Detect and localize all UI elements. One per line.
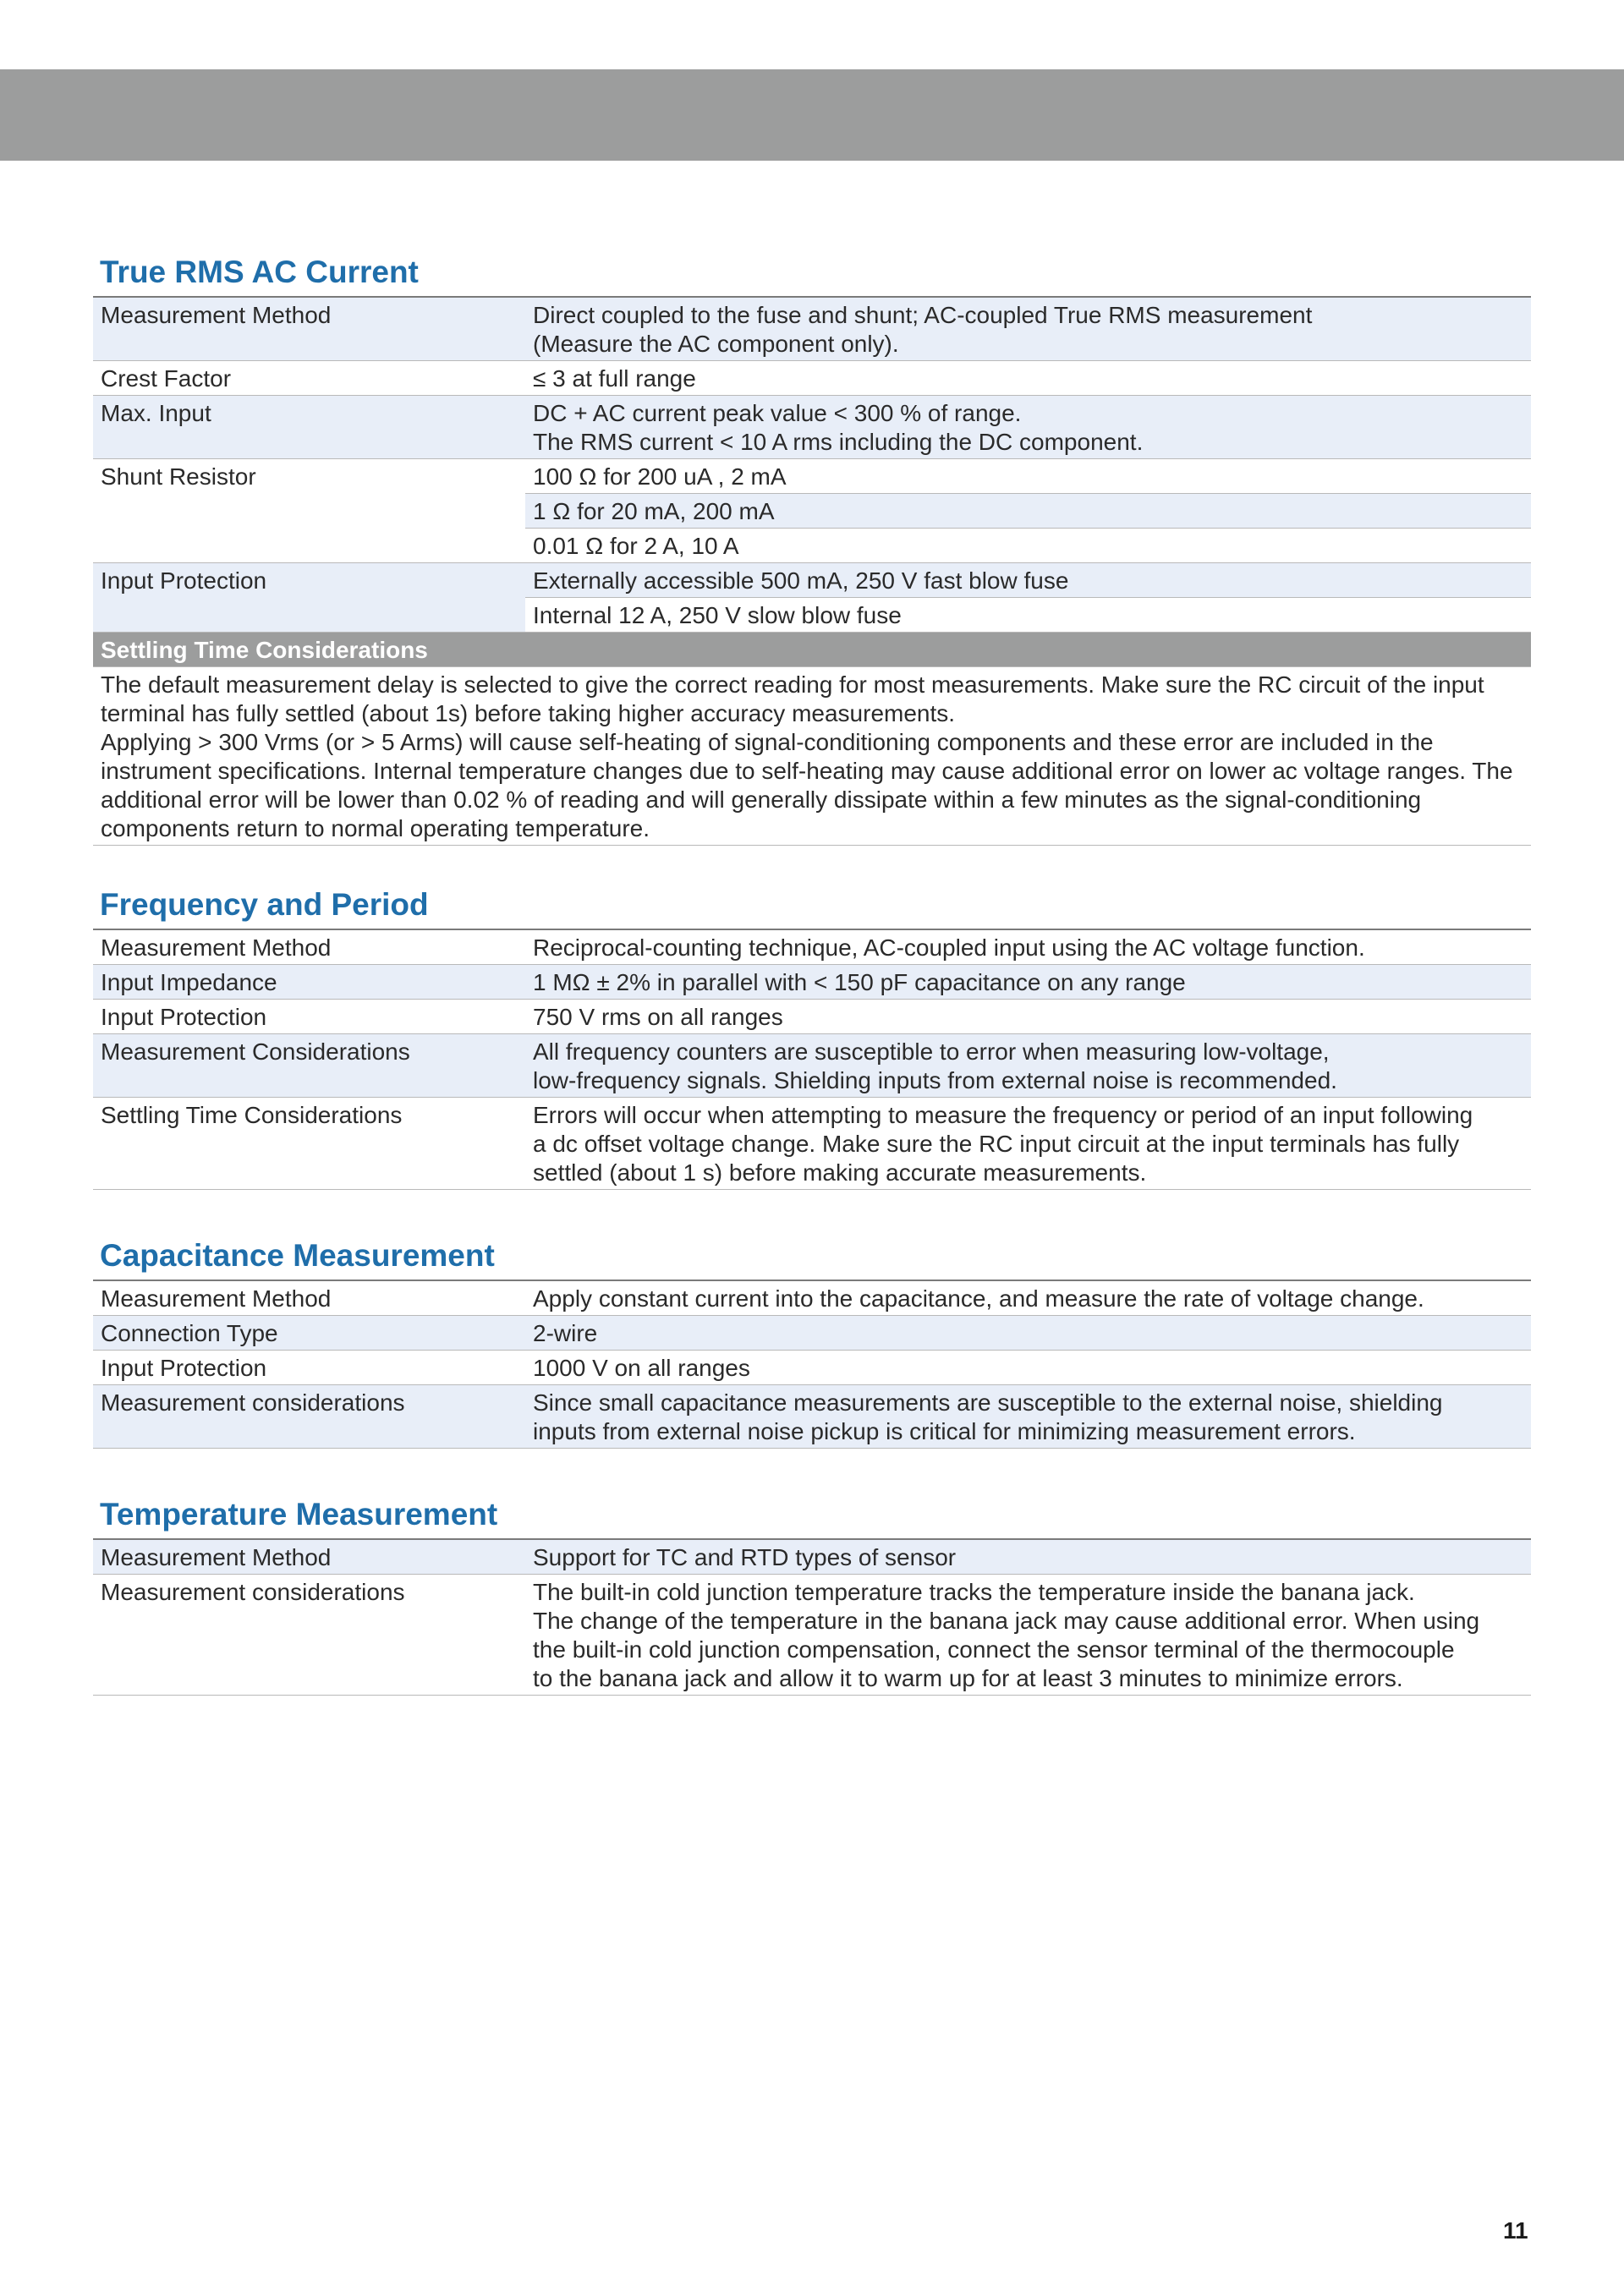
- row-value: Reciprocal-counting technique, AC-coupled input using the AC voltage function.: [525, 929, 1531, 965]
- table-row: [93, 459, 1531, 494]
- section-capacitance-measurement: [93, 1237, 1531, 1449]
- row-value: Support for TC and RTD types of sensor: [525, 1539, 1531, 1575]
- row-value: All frequency counters are susceptible to error when measuring low-voltage, low-frequency signals. Shielding inputs from external noise is recommended.: [525, 1034, 1531, 1098]
- row-value: 1000 V on all ranges: [525, 1351, 1531, 1385]
- table-row: [93, 1385, 1531, 1449]
- row-label: [93, 529, 525, 563]
- row-value: Since small capacitance measurements are susceptible to the external noise, shielding inputs from external noise pickup is critical for minimizing measurement errors.: [525, 1385, 1531, 1449]
- row-label: Measurement Considerations: [93, 1034, 525, 1098]
- notes-heading: Settling Time Considerations: [93, 633, 1531, 667]
- table-row: [93, 1575, 1531, 1696]
- table-row: [93, 396, 1531, 459]
- row-value: 0.01 Ω for 2 A, 10 A: [525, 529, 1531, 563]
- row-label: Input Protection: [93, 1000, 525, 1034]
- row-value: Direct coupled to the fuse and shunt; AC-coupled True RMS measurement (Measure the AC component only).: [525, 297, 1531, 361]
- notes-heading-row: [93, 633, 1531, 667]
- row-label: Connection Type: [93, 1316, 525, 1351]
- table-row: [93, 1098, 1531, 1190]
- section-title: Temperature Measurement: [100, 1497, 498, 1532]
- spec-table: [93, 296, 1531, 846]
- page-number: 11: [1503, 2217, 1528, 2244]
- row-value: Internal 12 A, 250 V slow blow fuse: [525, 598, 1531, 633]
- row-label: [93, 598, 525, 633]
- table-row: [93, 965, 1531, 1000]
- row-value: Apply constant current into the capacitance, and measure the rate of voltage change.: [525, 1280, 1531, 1316]
- row-label: Measurement Method: [93, 929, 525, 965]
- row-value: 2-wire: [525, 1316, 1531, 1351]
- section-frequency-and-period: [93, 886, 1531, 1190]
- spec-table: [93, 1538, 1531, 1696]
- table-row: [93, 929, 1531, 965]
- table-row: [93, 494, 1531, 529]
- row-label: Measurement Method: [93, 1280, 525, 1316]
- section-true-rms-ac-current: [93, 254, 1531, 846]
- row-value: 750 V rms on all ranges: [525, 1000, 1531, 1034]
- row-value: DC + AC current peak value < 300 % of range. The RMS current < 10 A rms including the DC component.: [525, 396, 1531, 459]
- table-row: [93, 563, 1531, 598]
- section-title: True RMS AC Current: [100, 255, 419, 289]
- table-row: [93, 1316, 1531, 1351]
- section-temperature-measurement: [93, 1496, 1531, 1696]
- table-row: [93, 1000, 1531, 1034]
- notes-row: [93, 667, 1531, 846]
- row-value: The built-in cold junction temperature tracks the temperature inside the banana jack. The change of the temperature in the banana jack may cause additional error. When using the built-in cold junction compensation, connect the sensor terminal of the thermocouple to the banana jack and allow it to warm up for at least 3 minutes to minimize errors.: [525, 1575, 1531, 1696]
- row-label: Crest Factor: [93, 361, 525, 396]
- table-row: [93, 598, 1531, 633]
- note-paragraph: Applying > 300 Vrms (or > 5 Arms) will cause self-heating of signal-conditioning components and these error are included in the instrument specifications. Internal temperature changes due to self-heating may cause additional error on lower ac voltage ranges. The additional error will be lower than 0.02 % of reading and will generally dissipate within a few minutes as the signal-conditioning components return to normal operating temperature.: [101, 729, 1513, 841]
- row-value: Externally accessible 500 mA, 250 V fast blow fuse: [525, 563, 1531, 598]
- row-value: 1 Ω for 20 mA, 200 mA: [525, 494, 1531, 529]
- table-row: [93, 1280, 1531, 1316]
- row-label: Measurement considerations: [93, 1575, 525, 1696]
- notes-text: [93, 667, 1531, 846]
- table-row: [93, 361, 1531, 396]
- row-label: Input Protection: [93, 1351, 525, 1385]
- table-row: [93, 1034, 1531, 1098]
- row-value: ≤ 3 at full range: [525, 361, 1531, 396]
- table-row: [93, 529, 1531, 563]
- row-label: Input Protection: [93, 563, 525, 598]
- spec-content: [93, 254, 1531, 1743]
- row-label: Measurement Method: [93, 297, 525, 361]
- row-value: Errors will occur when attempting to measure the frequency or period of an input following a dc offset voltage change. Make sure the RC input circuit at the input terminals has fully settled (about 1 s) before making accurate measurements.: [525, 1098, 1531, 1190]
- table-row: [93, 1351, 1531, 1385]
- row-label: Input Impedance: [93, 965, 525, 1000]
- spec-table: [93, 1280, 1531, 1449]
- spec-table: [93, 929, 1531, 1190]
- note-paragraph: The default measurement delay is selected to give the correct reading for most measurements. Make sure the RC circuit of the input terminal has fully settled (about 1s) before taking higher accuracy measurements.: [101, 671, 1484, 726]
- section-title: Frequency and Period: [100, 887, 429, 922]
- row-value: 1 MΩ ± 2% in parallel with < 150 pF capacitance on any range: [525, 965, 1531, 1000]
- table-row: [93, 1539, 1531, 1575]
- row-label: Max. Input: [93, 396, 525, 459]
- row-label: [93, 494, 525, 529]
- row-label: Measurement considerations: [93, 1385, 525, 1449]
- row-value: 100 Ω for 200 uA , 2 mA: [525, 459, 1531, 494]
- row-label: Measurement Method: [93, 1539, 525, 1575]
- table-row: [93, 297, 1531, 361]
- header-bar: [0, 69, 1624, 161]
- row-label: Settling Time Considerations: [93, 1098, 525, 1190]
- section-title: Capacitance Measurement: [100, 1238, 495, 1273]
- row-label: Shunt Resistor: [101, 463, 256, 490]
